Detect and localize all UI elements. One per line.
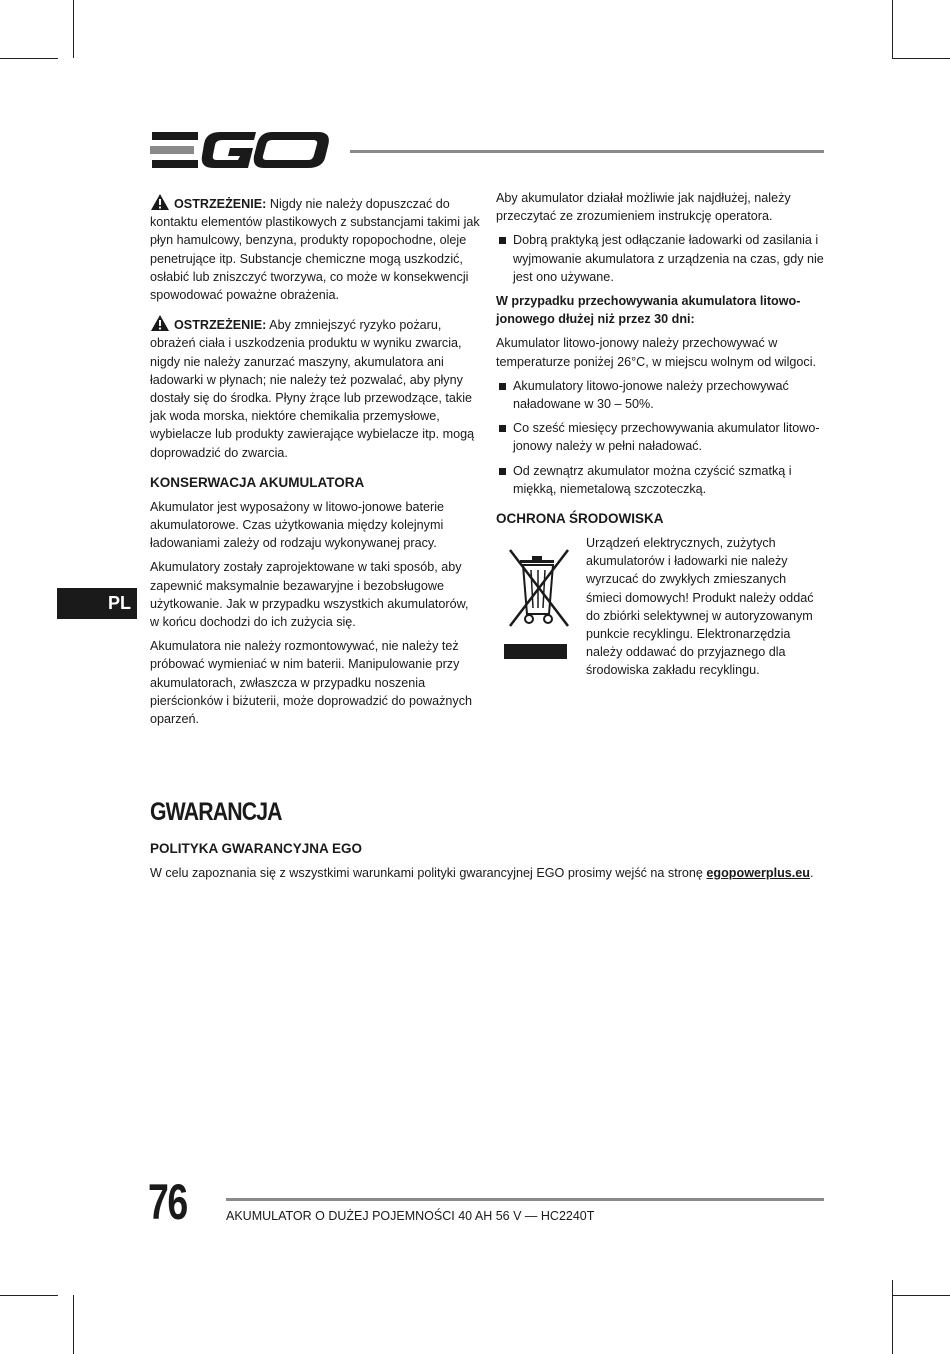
- warning-triangle-icon: [150, 193, 170, 211]
- body-paragraph: Aby akumulator działał możliwie jak najdłużej, należy przeczytać ze zrozumieniem instrukcję operatora.: [496, 191, 791, 224]
- header-rule: [350, 150, 824, 153]
- warning-title: OSTRZEŻENIE:: [174, 318, 267, 333]
- warning-paragraph: [150, 314, 480, 462]
- footer-product-name: AKUMULATOR O DUŻEJ POJEMNOŚCI 40 AH 56 V — HC2240T: [226, 1209, 595, 1223]
- warning-title: OSTRZEŻENIE:: [174, 197, 267, 211]
- body-paragraph: Akumulator jest wyposażony w litowo-jonowe baterie akumulatorowe. Czas użytkowania między kolejnymi ładowaniami zależy od rodzaju wykonywanej pracy.: [150, 499, 444, 551]
- language-tab: PL: [57, 588, 137, 619]
- left-column: [150, 193, 480, 734]
- bullet-list: [496, 377, 824, 498]
- crop-mark: [892, 58, 950, 59]
- body-paragraph: Akumulatory zostały zaprojektowane w taki sposób, aby zapewnić maksymalnie bezawaryjne i bezobsługowe użytkowanie. Jak w przypadku wszystkich akumulatorów, w końcu dochodzi do ich zużycia się.: [150, 560, 469, 630]
- crop-mark: [73, 1295, 74, 1354]
- environment-text: Urządzeń elektrycznych, zużytych akumulatorów i ładowarki nie należy wyrzucać do zwykłych zmieszanych śmieci domowych! Produkt należy oddać do zbiórki selektywnej w autoryzowanym punkcie recyklingu. Elektronarzędzia należy oddawać do przyjaznego dla środowiska zakładu recyklingu.: [586, 536, 814, 678]
- warning-text: Aby zmniejszyć ryzyko pożaru, obrażeń ciała i uszkodzenia produktu w wyniku zwarcia, nigdy nie należy zanurzać maszyny, akumulatora ani ładowarki w płynach; nie należy też pozwalać, aby płyny dostały się do środka. Płyny żrące lub przewodzące, takie jak woda morska, niektóre chemikalia przemysłowe, wybielacze lub produkty zawierające wybielacze itp. mogą doprowadzić do zwarcia.: [150, 318, 475, 460]
- right-column: [496, 189, 824, 680]
- crop-mark: [892, 1295, 950, 1296]
- crossed-bin-icon: [496, 534, 586, 664]
- list-item: Akumulatory litowo-jonowe należy przechowywać naładowane w 30 – 50%.: [496, 377, 824, 413]
- section-title: OCHRONA ŚRODOWISKA: [496, 511, 664, 527]
- footer-rule: [226, 1198, 824, 1201]
- warning-triangle-icon: [150, 314, 170, 332]
- environment-block: [496, 534, 824, 680]
- body-paragraph: Akumulator litowo-jonowy należy przechowywać w temperaturze poniżej 26°C, w miejscu wolnym od wilgoci.: [496, 336, 817, 369]
- warranty-title: GWARANCJA: [150, 798, 282, 826]
- crop-mark: [892, 1280, 893, 1354]
- warranty-subtitle: POLITYKA GWARANCYJNA EGO: [150, 841, 363, 856]
- crop-mark: [892, 0, 893, 58]
- list-item: Dobrą praktyką jest odłączanie ładowarki od zasilania i wyjmowanie akumulatora z urządzenia na czas, gdy nie jest ono używane.: [496, 231, 824, 286]
- crop-mark: [73, 0, 74, 58]
- list-item: Od zewnątrz akumulator można czyścić szmatką i miękką, niemetalową szczoteczką.: [496, 462, 824, 498]
- body-paragraph: Akumulatora nie należy rozmontowywać, nie należy też próbować wymieniać w nim baterii. Manipulowanie przy akumulatorach, zwłaszcza w przypadku noszenia pierścionków i biżuterii, może doprowadzić do poważnych oparzeń.: [150, 639, 472, 727]
- page-number: 76: [148, 1174, 187, 1230]
- warning-paragraph: [150, 193, 480, 304]
- ego-logo: [150, 130, 330, 172]
- warning-text: Nigdy nie należy dopuszczać do kontaktu elementów plastikowych z substancjami takimi jak płyn hamulcowy, benzyna, produkty ropopochodne, oleje penetrujące itp. Substancje chemiczne mogą uszkodzić, osłabić lub zniszczyć tworzywa, co może w konsekwencji spowodować poważne obrażenia.: [150, 197, 480, 303]
- bullet-list: [496, 231, 824, 286]
- warranty-link[interactable]: egopowerplus.eu: [706, 866, 810, 880]
- crop-mark: [0, 58, 58, 59]
- warranty-text-end: .: [809, 866, 814, 880]
- warranty-text: W celu zapoznania się z wszystkimi warunkami polityki gwarancyjnej EGO prosimy wejść na stronę: [150, 866, 707, 880]
- section-title: KONSERWACJA AKUMULATORA: [150, 474, 365, 490]
- warranty-text-line: [150, 866, 830, 880]
- storage-title: W przypadku przechowywania akumulatora litowo-jonowego dłużej niż przez 30 dni:: [496, 294, 801, 327]
- list-item: Co sześć miesięcy przechowywania akumulator litowo-jonowy należy w pełni naładować.: [496, 419, 824, 455]
- crop-mark: [0, 1295, 58, 1296]
